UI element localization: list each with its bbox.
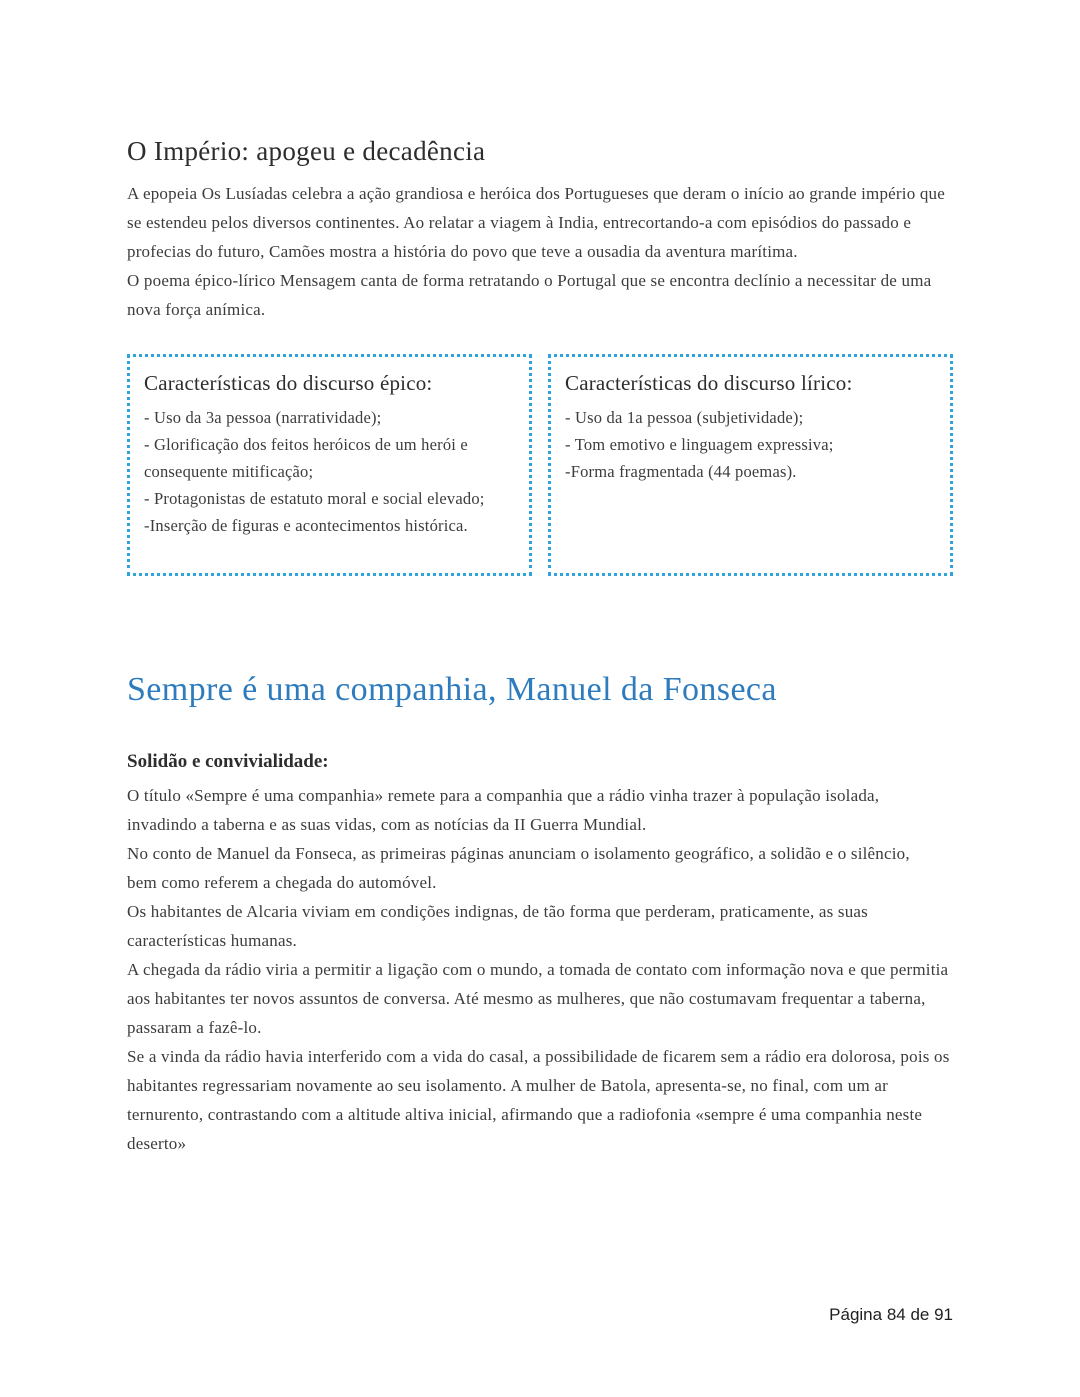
section-fonseca-subtitle: Solidão e convivialidade:	[127, 751, 329, 772]
box-title: Características do discurso épico:	[144, 371, 433, 395]
box-discurso-lirico	[548, 354, 953, 576]
page-footer	[829, 1305, 953, 1325]
paragraph: Se a vinda da rádio havia interferido com a vida do casal, a possibilidade de ficarem sem a rádio era dolorosa, pois os habitantes regressariam novamente ao seu isolamento. A mulher de Batola, apresenta-se, no final, com um ar ternurento, contrastando com a altitude altiva inicial, afirmando que a radiofonia «sempre é uma companhia neste deserto»	[127, 1047, 950, 1153]
comparison-boxes	[127, 354, 953, 576]
paragraph: O título «Sempre é uma companhia» remete para a companhia que a rádio vinha trazer à população isolada, invadindo a taberna e as suas vidas, com as notícias da II Guerra Mundial.	[127, 786, 880, 834]
section-fonseca	[127, 671, 953, 1158]
box-title: Características do discurso lírico:	[565, 371, 853, 395]
box-discurso-epico	[127, 354, 532, 576]
box-item: - Uso da 1a pessoa (subjetividade);	[565, 408, 804, 427]
section-imperio-title: O Império: apogeu e decadência	[127, 136, 486, 166]
box-item: -Forma fragmentada (44 poemas).	[565, 462, 797, 481]
paragraph: O poema épico-lírico Mensagem canta de forma retratando o Portugal que se encontra declínio a necessitar de uma nova força anímica.	[127, 271, 932, 319]
box-item: -Inserção de figuras e acontecimentos histórica.	[144, 516, 468, 535]
section-fonseca-title: Sempre é uma companhia, Manuel da Fonseca	[127, 671, 777, 708]
page-number: Página 84 de 91	[829, 1305, 953, 1324]
box-item: - Uso da 3a pessoa (narratividade);	[144, 408, 382, 427]
section-imperio	[127, 136, 953, 324]
paragraph: Os habitantes de Alcaria viviam em condições indignas, de tão forma que perderam, praticamente, as suas características humanas.	[127, 902, 868, 950]
box-item: - Protagonistas de estatuto moral e social elevado;	[144, 489, 485, 508]
paragraph: A chegada da rádio viria a permitir a ligação com o mundo, a tomada de contato com informação nova e que permitia aos habitantes ter novos assuntos de conversa. Até mesmo as mulheres, que não costumavam frequentar a taberna, passaram a fazê-lo.	[127, 960, 949, 1037]
paragraph: bem como referem a chegada do automóvel.	[127, 873, 437, 892]
paragraph: No conto de Manuel da Fonseca, as primeiras páginas anunciam o isolamento geográfico, a solidão e o silêncio,	[127, 844, 910, 863]
box-item: - Tom emotivo e linguagem expressiva;	[565, 435, 834, 454]
paragraph: A epopeia Os Lusíadas celebra a ação grandiosa e heróica dos Portugueses que deram o início ao grande império que se estendeu pelos diversos continentes. Ao relatar a viagem à India, entrecortando-a com episódios do passado e profecias do futuro, Camões mostra a história do povo que teve a ousadia da aventura marítima.	[127, 184, 946, 261]
box-item: - Glorificação dos feitos heróicos de um herói e consequente mitificação;	[144, 435, 468, 481]
